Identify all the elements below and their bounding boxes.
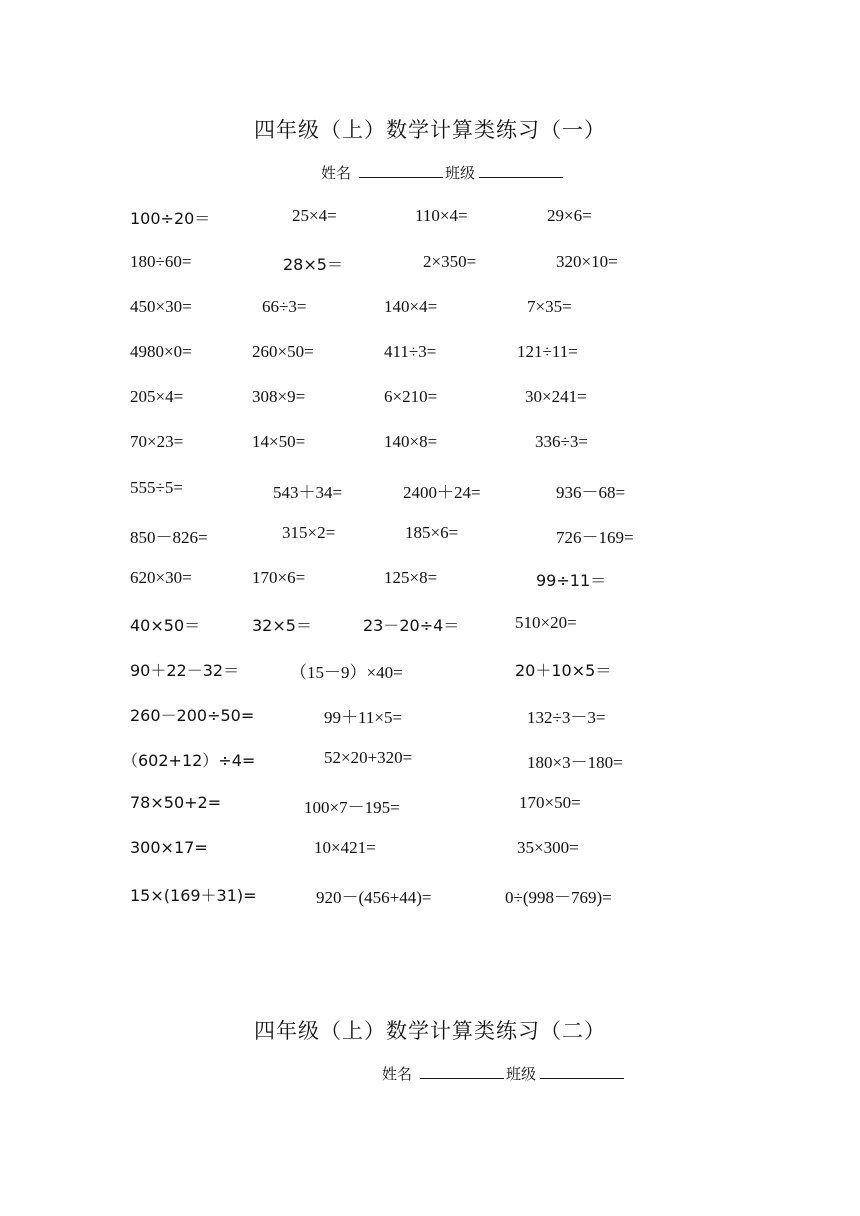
problem: 90＋22－32＝ [130, 661, 240, 680]
problem: 726－169= [556, 528, 634, 547]
problem: 99＋11×5= [324, 708, 403, 727]
problem: 936－68= [556, 483, 626, 502]
name-blank[interactable] [359, 163, 443, 178]
class-blank[interactable] [540, 1064, 624, 1079]
problem: 28×5＝ [283, 255, 343, 274]
problem: （15－9）×40= [290, 663, 403, 682]
problem: 555÷5= [130, 478, 183, 497]
problem: 6×210= [384, 387, 438, 406]
worksheet-title: 四年级（上）数学计算类练习（一） [254, 118, 606, 142]
problem: 320×10= [556, 252, 618, 271]
problem: 29×6= [547, 206, 592, 225]
problem: 2×350= [423, 252, 477, 271]
problem: 40×50＝ [130, 616, 201, 635]
problem: 25×4= [292, 206, 337, 225]
problem: 315×2= [282, 523, 336, 542]
problem: 543＋34= [273, 483, 343, 502]
problem: 15×(169＋31)= [130, 886, 257, 905]
problem: 30×241= [525, 387, 587, 406]
name-label: 姓名 [382, 1067, 413, 1083]
problem: 7×35= [527, 297, 572, 316]
problem: 180×3－180= [527, 753, 623, 772]
problem: 23－20÷4＝ [363, 616, 460, 635]
problem: 140×8= [384, 432, 438, 451]
problem: 411÷3= [384, 342, 437, 361]
problem: 4980×0= [130, 342, 192, 361]
problem: 850－826= [130, 528, 208, 547]
class-label: 班级 [445, 166, 476, 182]
problem: 10×421= [314, 838, 376, 857]
name-class-line [382, 1063, 626, 1084]
problem: 35×300= [517, 838, 579, 857]
problem: 260×50= [252, 342, 314, 361]
problem: 185×6= [405, 523, 459, 542]
problem: 125×8= [384, 568, 438, 587]
name-class-line [321, 162, 565, 183]
problem: 336÷3= [535, 432, 588, 451]
problem: 100×7－195= [304, 798, 400, 817]
problem: 110×4= [415, 206, 468, 225]
problem: 308×9= [252, 387, 306, 406]
problem: 620×30= [130, 568, 192, 587]
problem: 170×6= [252, 568, 306, 587]
problem: 66÷3= [262, 297, 307, 316]
problem: 14×50= [252, 432, 306, 451]
name-blank[interactable] [420, 1064, 504, 1079]
problem: 260－200÷50= [130, 706, 255, 725]
problem: 0÷(998－769)= [505, 888, 612, 907]
problem: 205×4= [130, 387, 184, 406]
problem: 300×17= [130, 838, 208, 857]
class-label: 班级 [506, 1067, 537, 1083]
problem: 121÷11= [517, 342, 578, 361]
problem: 52×20+320= [324, 748, 413, 767]
problem: 78×50+2= [130, 793, 222, 812]
problem: （602+12）÷4= [122, 751, 256, 770]
problem: 70×23= [130, 432, 184, 451]
problem: 132÷3－3= [527, 708, 606, 727]
problem: 920－(456+44)= [316, 888, 432, 907]
problem: 510×20= [515, 613, 577, 632]
problem: 450×30= [130, 297, 192, 316]
problem: 170×50= [519, 793, 581, 812]
worksheet-title: 四年级（上）数学计算类练习（二） [254, 1019, 606, 1043]
problem: 32×5＝ [252, 616, 312, 635]
class-blank[interactable] [479, 163, 563, 178]
problem: 2400＋24= [403, 483, 481, 502]
problem: 140×4= [384, 297, 438, 316]
problem: 99÷11＝ [536, 571, 607, 590]
problem: 100÷20＝ [130, 209, 211, 228]
problem: 20＋10×5＝ [515, 661, 612, 680]
problem: 180÷60= [130, 252, 192, 271]
name-label: 姓名 [321, 166, 352, 182]
